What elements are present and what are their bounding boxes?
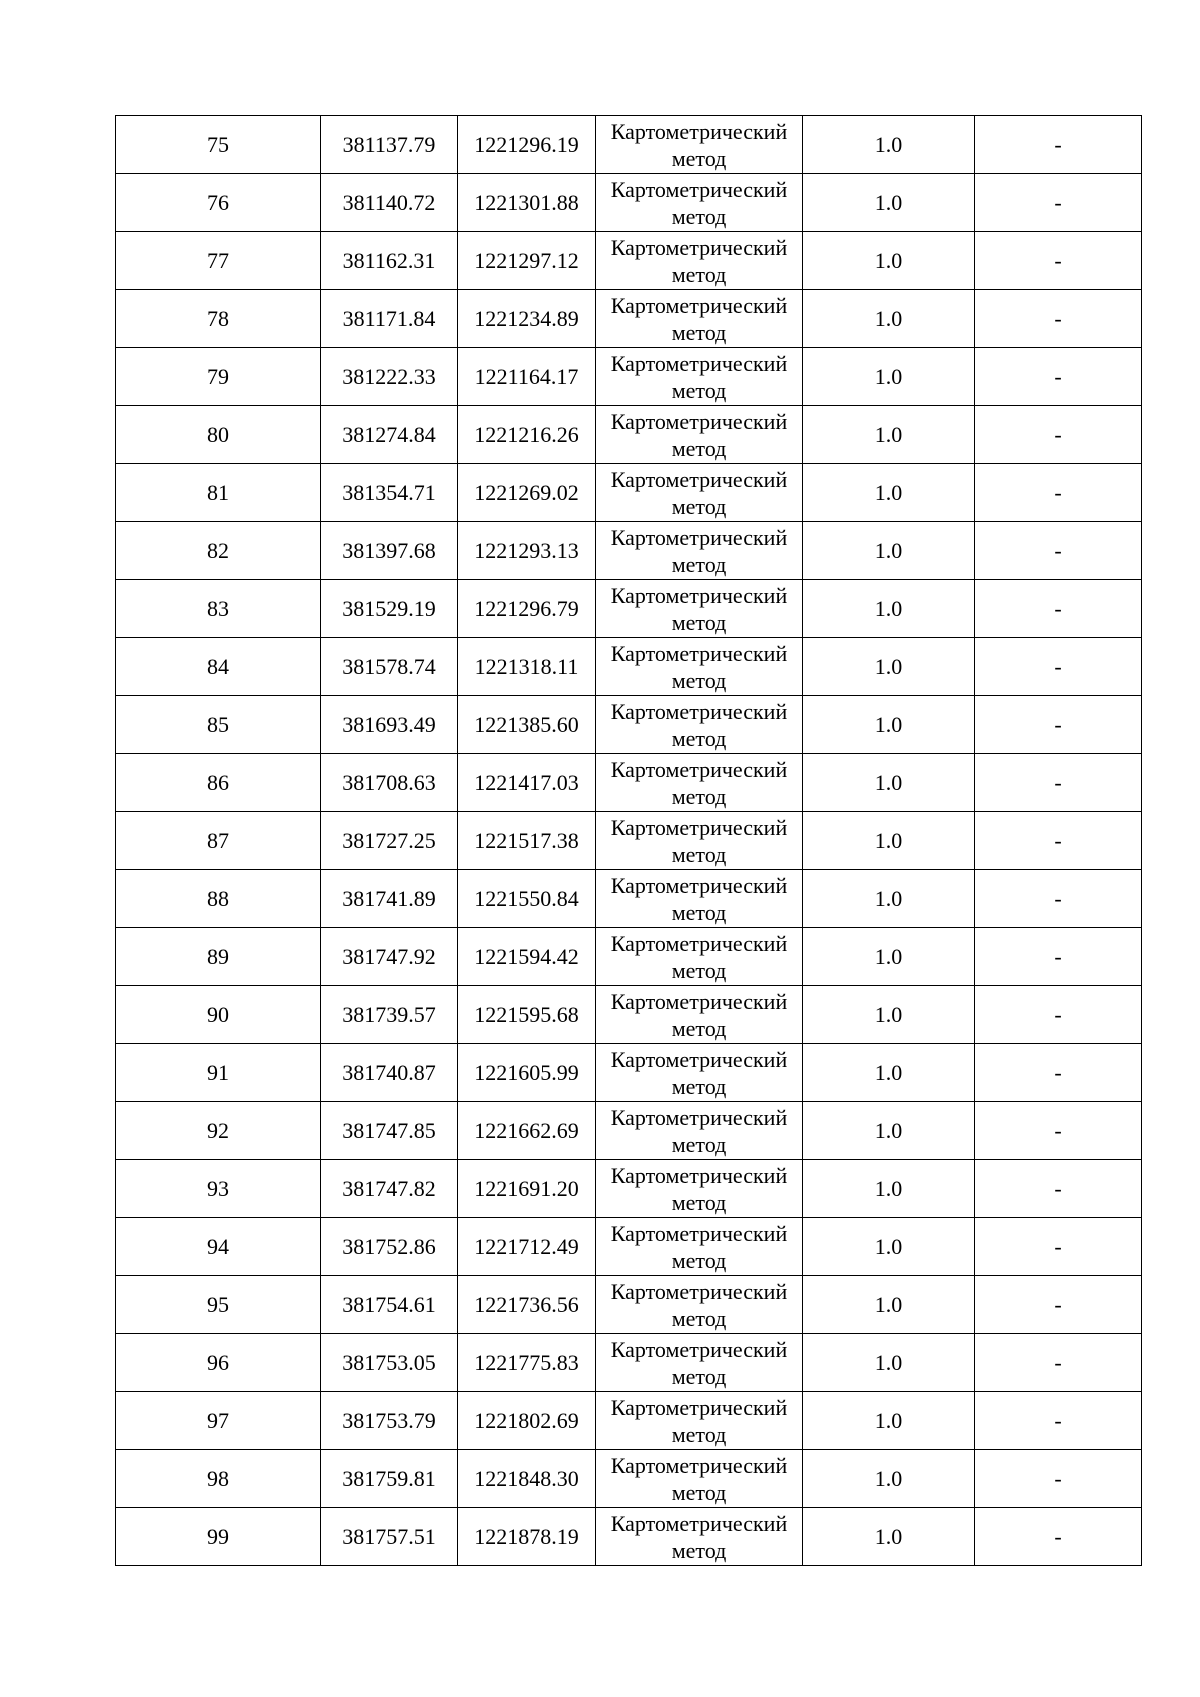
point-number-cell: 90 <box>116 986 321 1044</box>
table-row <box>116 1334 1142 1392</box>
method-cell <box>596 1508 803 1566</box>
y-coordinate-cell: 1221691.20 <box>458 1160 596 1218</box>
accuracy-cell: 1.0 <box>803 1276 975 1334</box>
accuracy-cell: 1.0 <box>803 928 975 986</box>
y-coordinate-cell: 1221234.89 <box>458 290 596 348</box>
accuracy-cell: 1.0 <box>803 870 975 928</box>
accuracy-cell: 1.0 <box>803 1102 975 1160</box>
method-line-1: Картометрический <box>610 582 788 608</box>
x-coordinate-cell: 381754.61 <box>321 1276 458 1334</box>
accuracy-cell: 1.0 <box>803 348 975 406</box>
point-number-cell: 88 <box>116 870 321 928</box>
method-line-2: метод <box>671 1247 727 1273</box>
point-number-cell: 96 <box>116 1334 321 1392</box>
x-coordinate-cell: 381708.63 <box>321 754 458 812</box>
method-cell <box>596 348 803 406</box>
description-cell: - <box>975 1218 1142 1276</box>
accuracy-cell: 1.0 <box>803 406 975 464</box>
method-line-2: метод <box>671 493 727 519</box>
method-line-2: метод <box>671 1537 727 1563</box>
method-line-2: метод <box>671 1015 727 1041</box>
method-line-1: Картометрический <box>610 1162 788 1188</box>
method-cell <box>596 1334 803 1392</box>
method-cell <box>596 174 803 232</box>
method-line-2: метод <box>671 1073 727 1099</box>
description-cell: - <box>975 1160 1142 1218</box>
accuracy-cell: 1.0 <box>803 1218 975 1276</box>
x-coordinate-cell: 381747.82 <box>321 1160 458 1218</box>
point-number-cell: 95 <box>116 1276 321 1334</box>
point-number-cell: 91 <box>116 1044 321 1102</box>
method-line-1: Картометрический <box>610 1046 788 1072</box>
method-line-2: метод <box>671 1305 727 1331</box>
method-cell <box>596 1160 803 1218</box>
method-line-1: Картометрический <box>610 1278 788 1304</box>
point-number-cell: 82 <box>116 522 321 580</box>
point-number-cell: 93 <box>116 1160 321 1218</box>
y-coordinate-cell: 1221216.26 <box>458 406 596 464</box>
method-line-1: Картометрический <box>610 930 788 956</box>
method-line-1: Картометрический <box>610 118 788 144</box>
y-coordinate-cell: 1221164.17 <box>458 348 596 406</box>
x-coordinate-cell: 381274.84 <box>321 406 458 464</box>
description-cell: - <box>975 406 1142 464</box>
method-line-2: метод <box>671 1363 727 1389</box>
method-cell <box>596 580 803 638</box>
method-cell <box>596 870 803 928</box>
x-coordinate-cell: 381529.19 <box>321 580 458 638</box>
table-row <box>116 174 1142 232</box>
method-cell <box>596 116 803 174</box>
method-line-2: метод <box>671 319 727 345</box>
accuracy-cell: 1.0 <box>803 116 975 174</box>
table-row <box>116 290 1142 348</box>
method-line-2: метод <box>671 783 727 809</box>
description-cell: - <box>975 812 1142 870</box>
point-number-cell: 84 <box>116 638 321 696</box>
accuracy-cell: 1.0 <box>803 174 975 232</box>
x-coordinate-cell: 381162.31 <box>321 232 458 290</box>
description-cell: - <box>975 1508 1142 1566</box>
method-line-2: метод <box>671 841 727 867</box>
description-cell: - <box>975 116 1142 174</box>
y-coordinate-cell: 1221385.60 <box>458 696 596 754</box>
method-cell <box>596 464 803 522</box>
method-cell <box>596 1450 803 1508</box>
point-number-cell: 87 <box>116 812 321 870</box>
method-line-1: Картометрический <box>610 292 788 318</box>
x-coordinate-cell: 381747.92 <box>321 928 458 986</box>
point-number-cell: 99 <box>116 1508 321 1566</box>
y-coordinate-cell: 1221712.49 <box>458 1218 596 1276</box>
y-coordinate-cell: 1221736.56 <box>458 1276 596 1334</box>
method-cell <box>596 232 803 290</box>
description-cell: - <box>975 580 1142 638</box>
y-coordinate-cell: 1221293.13 <box>458 522 596 580</box>
method-cell <box>596 1102 803 1160</box>
x-coordinate-cell: 381140.72 <box>321 174 458 232</box>
point-number-cell: 85 <box>116 696 321 754</box>
method-cell <box>596 928 803 986</box>
method-line-1: Картометрический <box>610 640 788 666</box>
x-coordinate-cell: 381137.79 <box>321 116 458 174</box>
x-coordinate-cell: 381757.51 <box>321 1508 458 1566</box>
description-cell: - <box>975 348 1142 406</box>
method-line-2: метод <box>671 609 727 635</box>
table-row <box>116 696 1142 754</box>
point-number-cell: 75 <box>116 116 321 174</box>
accuracy-cell: 1.0 <box>803 232 975 290</box>
method-cell <box>596 638 803 696</box>
method-line-2: метод <box>671 435 727 461</box>
accuracy-cell: 1.0 <box>803 986 975 1044</box>
method-cell <box>596 986 803 1044</box>
point-number-cell: 83 <box>116 580 321 638</box>
x-coordinate-cell: 381752.86 <box>321 1218 458 1276</box>
accuracy-cell: 1.0 <box>803 812 975 870</box>
x-coordinate-cell: 381397.68 <box>321 522 458 580</box>
table-row <box>116 812 1142 870</box>
table-row <box>116 1508 1142 1566</box>
description-cell: - <box>975 1044 1142 1102</box>
y-coordinate-cell: 1221297.12 <box>458 232 596 290</box>
description-cell: - <box>975 986 1142 1044</box>
x-coordinate-cell: 381740.87 <box>321 1044 458 1102</box>
method-cell <box>596 754 803 812</box>
description-cell: - <box>975 1276 1142 1334</box>
table-row <box>116 348 1142 406</box>
x-coordinate-cell: 381693.49 <box>321 696 458 754</box>
method-line-2: метод <box>671 667 727 693</box>
description-cell: - <box>975 928 1142 986</box>
table-row <box>116 638 1142 696</box>
point-number-cell: 77 <box>116 232 321 290</box>
y-coordinate-cell: 1221594.42 <box>458 928 596 986</box>
point-number-cell: 86 <box>116 754 321 812</box>
method-cell <box>596 696 803 754</box>
point-number-cell: 79 <box>116 348 321 406</box>
point-number-cell: 80 <box>116 406 321 464</box>
x-coordinate-cell: 381578.74 <box>321 638 458 696</box>
method-cell <box>596 522 803 580</box>
accuracy-cell: 1.0 <box>803 1044 975 1102</box>
table-row <box>116 580 1142 638</box>
table-row <box>116 232 1142 290</box>
method-line-2: метод <box>671 261 727 287</box>
method-line-1: Картометрический <box>610 176 788 202</box>
coordinates-table-body <box>116 116 1142 1566</box>
table-row <box>116 406 1142 464</box>
description-cell: - <box>975 232 1142 290</box>
accuracy-cell: 1.0 <box>803 290 975 348</box>
accuracy-cell: 1.0 <box>803 1334 975 1392</box>
table-row <box>116 754 1142 812</box>
point-number-cell: 98 <box>116 1450 321 1508</box>
coordinates-table <box>115 115 1142 1566</box>
x-coordinate-cell: 381747.85 <box>321 1102 458 1160</box>
accuracy-cell: 1.0 <box>803 696 975 754</box>
table-row <box>116 1276 1142 1334</box>
method-cell <box>596 290 803 348</box>
accuracy-cell: 1.0 <box>803 580 975 638</box>
y-coordinate-cell: 1221848.30 <box>458 1450 596 1508</box>
method-line-2: метод <box>671 957 727 983</box>
point-number-cell: 76 <box>116 174 321 232</box>
method-line-1: Картометрический <box>610 1104 788 1130</box>
method-line-2: метод <box>671 725 727 751</box>
table-row <box>116 1160 1142 1218</box>
accuracy-cell: 1.0 <box>803 638 975 696</box>
method-line-1: Картометрический <box>610 1510 788 1536</box>
point-number-cell: 78 <box>116 290 321 348</box>
method-line-1: Картометрический <box>610 1394 788 1420</box>
method-line-2: метод <box>671 551 727 577</box>
x-coordinate-cell: 381753.05 <box>321 1334 458 1392</box>
y-coordinate-cell: 1221301.88 <box>458 174 596 232</box>
point-number-cell: 94 <box>116 1218 321 1276</box>
description-cell: - <box>975 1450 1142 1508</box>
method-line-2: метод <box>671 899 727 925</box>
y-coordinate-cell: 1221269.02 <box>458 464 596 522</box>
description-cell: - <box>975 464 1142 522</box>
description-cell: - <box>975 1392 1142 1450</box>
point-number-cell: 97 <box>116 1392 321 1450</box>
description-cell: - <box>975 1334 1142 1392</box>
point-number-cell: 92 <box>116 1102 321 1160</box>
accuracy-cell: 1.0 <box>803 754 975 812</box>
method-cell <box>596 812 803 870</box>
point-number-cell: 89 <box>116 928 321 986</box>
method-line-1: Картометрический <box>610 234 788 260</box>
table-row <box>116 1392 1142 1450</box>
y-coordinate-cell: 1221775.83 <box>458 1334 596 1392</box>
description-cell: - <box>975 870 1142 928</box>
y-coordinate-cell: 1221802.69 <box>458 1392 596 1450</box>
description-cell: - <box>975 638 1142 696</box>
table-row <box>116 1102 1142 1160</box>
accuracy-cell: 1.0 <box>803 1450 975 1508</box>
table-row <box>116 1450 1142 1508</box>
method-line-1: Картометрический <box>610 988 788 1014</box>
method-line-1: Картометрический <box>610 524 788 550</box>
y-coordinate-cell: 1221417.03 <box>458 754 596 812</box>
method-line-1: Картометрический <box>610 698 788 724</box>
method-line-1: Картометрический <box>610 872 788 898</box>
y-coordinate-cell: 1221517.38 <box>458 812 596 870</box>
method-line-1: Картометрический <box>610 466 788 492</box>
method-line-2: метод <box>671 1479 727 1505</box>
point-number-cell: 81 <box>116 464 321 522</box>
accuracy-cell: 1.0 <box>803 522 975 580</box>
y-coordinate-cell: 1221595.68 <box>458 986 596 1044</box>
method-line-2: метод <box>671 1189 727 1215</box>
x-coordinate-cell: 381171.84 <box>321 290 458 348</box>
y-coordinate-cell: 1221318.11 <box>458 638 596 696</box>
y-coordinate-cell: 1221605.99 <box>458 1044 596 1102</box>
table-row <box>116 1044 1142 1102</box>
description-cell: - <box>975 754 1142 812</box>
description-cell: - <box>975 696 1142 754</box>
table-row <box>116 986 1142 1044</box>
x-coordinate-cell: 381354.71 <box>321 464 458 522</box>
table-row <box>116 116 1142 174</box>
table-row <box>116 870 1142 928</box>
method-line-1: Картометрический <box>610 756 788 782</box>
x-coordinate-cell: 381741.89 <box>321 870 458 928</box>
method-line-1: Картометрический <box>610 350 788 376</box>
method-line-2: метод <box>671 377 727 403</box>
y-coordinate-cell: 1221296.79 <box>458 580 596 638</box>
table-row <box>116 464 1142 522</box>
accuracy-cell: 1.0 <box>803 1392 975 1450</box>
method-line-2: метод <box>671 145 727 171</box>
method-line-2: метод <box>671 203 727 229</box>
method-line-1: Картометрический <box>610 1452 788 1478</box>
description-cell: - <box>975 290 1142 348</box>
table-row <box>116 928 1142 986</box>
y-coordinate-cell: 1221662.69 <box>458 1102 596 1160</box>
method-cell <box>596 1392 803 1450</box>
method-line-1: Картометрический <box>610 1220 788 1246</box>
description-cell: - <box>975 174 1142 232</box>
method-line-2: метод <box>671 1131 727 1157</box>
y-coordinate-cell: 1221296.19 <box>458 116 596 174</box>
description-cell: - <box>975 1102 1142 1160</box>
x-coordinate-cell: 381753.79 <box>321 1392 458 1450</box>
method-line-2: метод <box>671 1421 727 1447</box>
method-cell <box>596 1276 803 1334</box>
description-cell: - <box>975 522 1142 580</box>
method-line-1: Картометрический <box>610 1336 788 1362</box>
x-coordinate-cell: 381739.57 <box>321 986 458 1044</box>
accuracy-cell: 1.0 <box>803 1508 975 1566</box>
y-coordinate-cell: 1221878.19 <box>458 1508 596 1566</box>
table-row <box>116 522 1142 580</box>
method-cell <box>596 1218 803 1276</box>
method-line-1: Картометрический <box>610 814 788 840</box>
accuracy-cell: 1.0 <box>803 1160 975 1218</box>
method-cell <box>596 406 803 464</box>
x-coordinate-cell: 381222.33 <box>321 348 458 406</box>
accuracy-cell: 1.0 <box>803 464 975 522</box>
method-line-1: Картометрический <box>610 408 788 434</box>
x-coordinate-cell: 381727.25 <box>321 812 458 870</box>
y-coordinate-cell: 1221550.84 <box>458 870 596 928</box>
x-coordinate-cell: 381759.81 <box>321 1450 458 1508</box>
method-cell <box>596 1044 803 1102</box>
table-row <box>116 1218 1142 1276</box>
